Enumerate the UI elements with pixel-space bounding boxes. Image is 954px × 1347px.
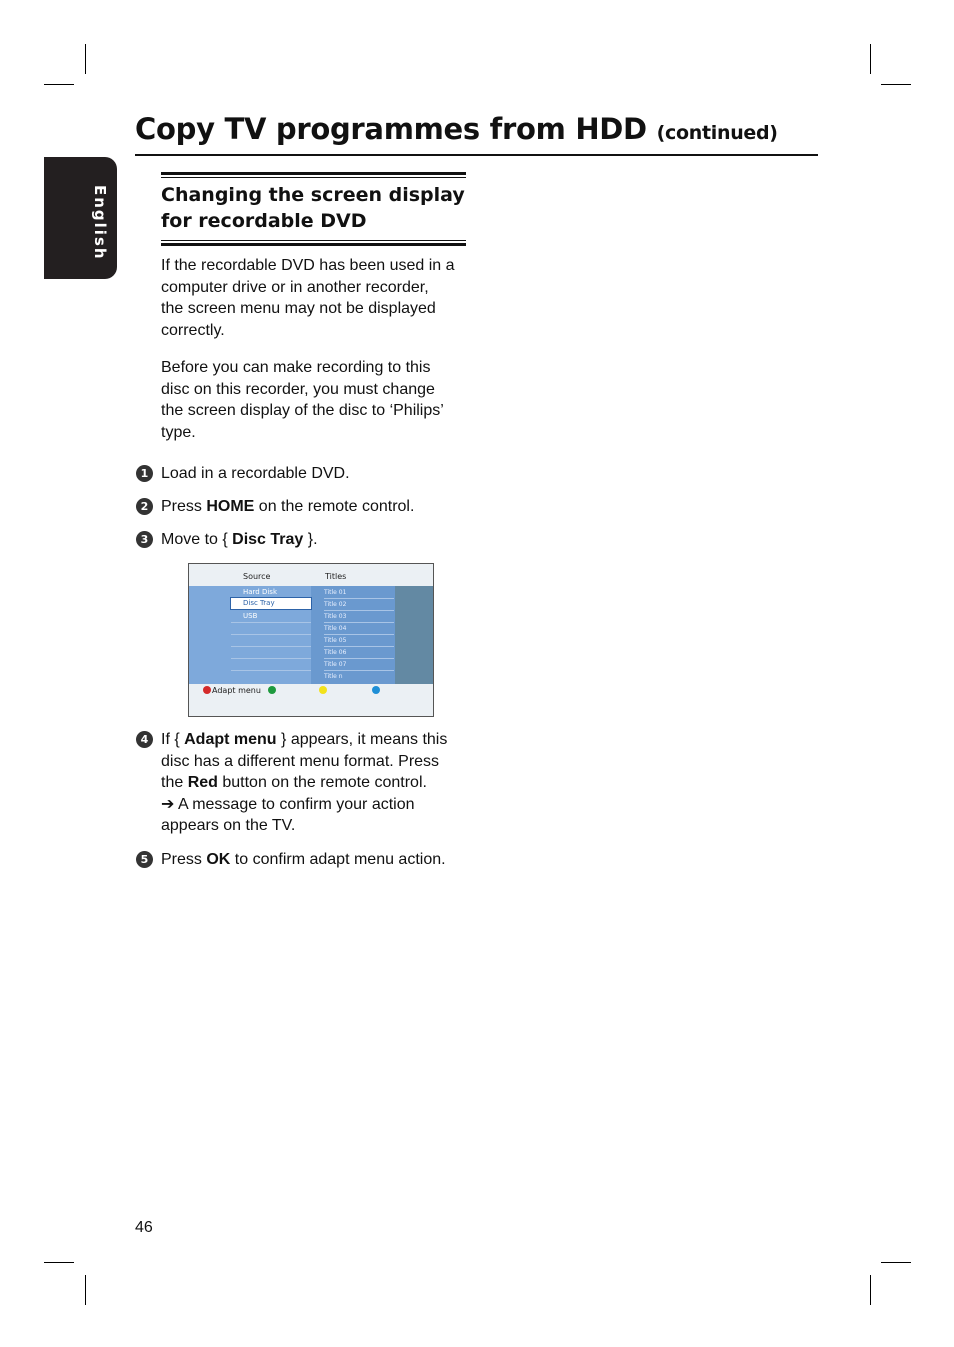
step-number: 5: [136, 851, 153, 868]
step-text-part: disc has a different menu format. Press: [161, 752, 440, 770]
step-2: [136, 496, 471, 518]
text-line: correctly.: [161, 321, 225, 339]
step-text: [161, 849, 471, 871]
yellow-button-icon: [319, 686, 327, 694]
step-text-part: the: [161, 774, 188, 792]
title-item: Title 02: [324, 599, 394, 611]
step-number: 3: [136, 531, 153, 548]
step-3: [136, 529, 471, 551]
section-title-line: for recordable DVD: [161, 210, 367, 232]
red-button-icon: [203, 686, 211, 694]
page-title-text: Copy TV programmes from HDD: [135, 112, 647, 146]
title-item: Title 01: [324, 587, 394, 599]
screen-menu-illustration: [188, 563, 434, 717]
page-title: [135, 112, 778, 146]
step-result: ➔ A message to confirm your action: [161, 795, 415, 813]
instruction-paragraph: [161, 357, 466, 443]
crop-mark: [870, 1275, 871, 1305]
page-number: 46: [135, 1219, 153, 1236]
step-text-part: } appears, it means this: [276, 731, 448, 748]
text-line: type.: [161, 423, 196, 441]
crop-mark: [85, 1275, 86, 1305]
step-4: [136, 729, 471, 837]
title-item: Title 04: [324, 623, 394, 635]
language-label: English: [91, 185, 109, 261]
step-1: [136, 463, 471, 485]
section-title-line: Changing the screen display: [161, 184, 465, 206]
source-item: [231, 611, 311, 623]
step-result: appears on the TV.: [161, 817, 296, 835]
crop-mark: [870, 44, 871, 74]
crop-mark: [44, 1262, 74, 1263]
text-line: computer drive or in another recorder,: [161, 278, 429, 296]
step-number: 1: [136, 465, 153, 482]
section-rule: [161, 172, 466, 175]
adapt-menu-label: Adapt menu: [212, 686, 261, 695]
step-text-part: }.: [303, 531, 318, 548]
text-line: Before you can make recording to this: [161, 359, 431, 376]
language-tab: [44, 157, 117, 279]
continued-label: (continued): [656, 122, 778, 144]
step-text-part: button on the remote control.: [217, 774, 427, 792]
intro-paragraph: [161, 255, 466, 341]
step-keyword: OK: [206, 851, 231, 868]
section-rule: [161, 243, 466, 246]
step-5: [136, 849, 471, 871]
text-line: If the recordable DVD has been used in a: [161, 257, 455, 274]
step-text-part: Press: [161, 851, 207, 868]
section-title: [161, 182, 466, 234]
green-button-icon: [268, 686, 276, 694]
preview-panel: [395, 586, 433, 684]
step-text-part: to confirm adapt menu action.: [230, 851, 446, 868]
step-keyword: Adapt menu: [184, 731, 277, 748]
title-item: Title 06: [324, 647, 394, 659]
step-keyword: Red: [187, 774, 218, 792]
step-text-part: Move to {: [161, 531, 233, 548]
title-item: Title 05: [324, 635, 394, 647]
crop-mark: [44, 84, 74, 85]
step-text: [161, 529, 471, 551]
source-label: USB: [243, 612, 258, 620]
step-text-part: If {: [161, 731, 185, 748]
step-text-part: on the remote control.: [254, 498, 415, 515]
blue-button-icon: [372, 686, 380, 694]
screen-header: [189, 564, 433, 586]
crop-mark: [85, 44, 86, 74]
text-line: the screen menu may not be displayed: [161, 300, 436, 318]
source-item-selected: [231, 598, 311, 609]
titles-header: Titles: [325, 572, 347, 581]
step-text: [161, 496, 471, 518]
source-header: Source: [243, 572, 271, 581]
source-label: Disc Tray: [243, 599, 275, 607]
section-rule: [161, 177, 466, 178]
step-number: 2: [136, 498, 153, 515]
step-number: 4: [136, 731, 153, 748]
source-item-empty: [231, 623, 311, 635]
crop-mark: [881, 84, 911, 85]
source-item-empty: [231, 647, 311, 659]
title-item: Title 07: [324, 659, 394, 671]
step-text: Load in a recordable DVD.: [161, 465, 350, 482]
source-item-empty: [231, 635, 311, 647]
text-line: disc on this recorder, you must change: [161, 380, 435, 398]
step-text: [161, 729, 471, 837]
source-item-empty: [231, 659, 311, 671]
section-rule: [161, 240, 466, 241]
step-text-part: Press: [161, 498, 207, 515]
text-line: the screen display of the disc to ‘Philips’: [161, 402, 444, 420]
step-keyword: Disc Tray: [232, 531, 304, 548]
title-item: Title n: [324, 673, 343, 680]
step-keyword: HOME: [206, 498, 255, 515]
title-item: Title 03: [324, 611, 394, 623]
title-rule: [135, 154, 818, 156]
crop-mark: [881, 1262, 911, 1263]
source-label: Hard Disk: [243, 588, 278, 596]
